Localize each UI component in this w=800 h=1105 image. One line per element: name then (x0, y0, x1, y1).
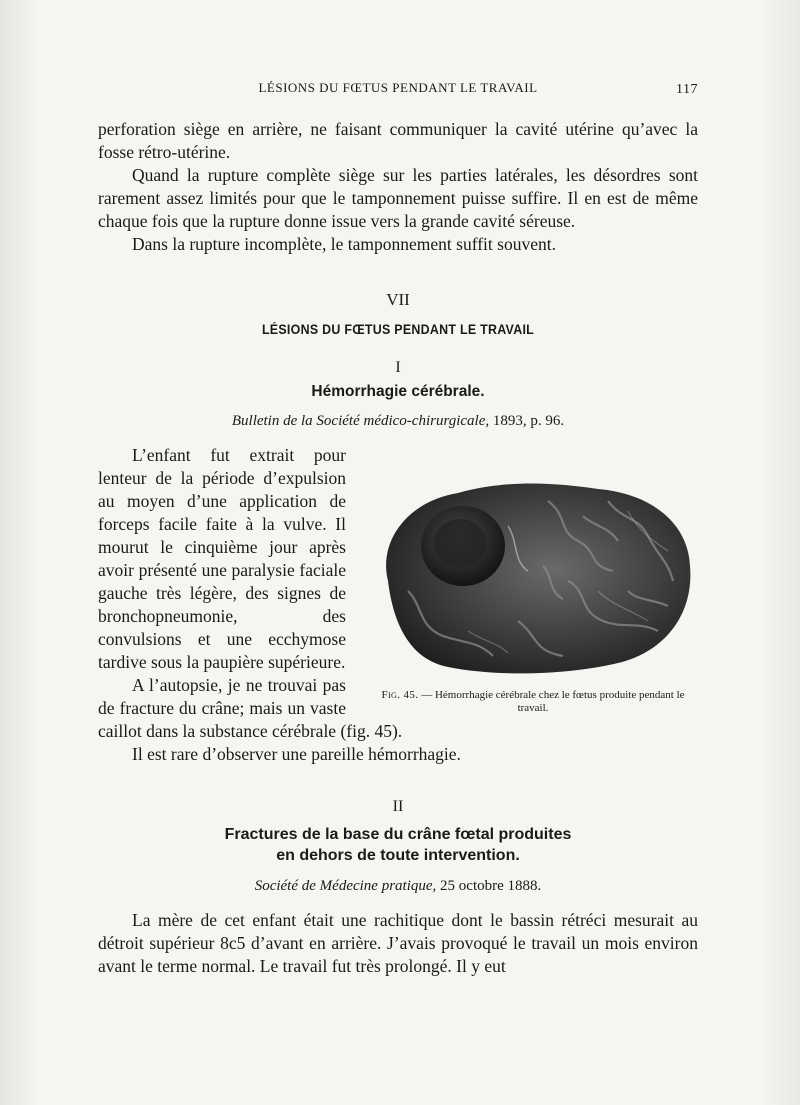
figure-caption (368, 689, 698, 715)
subsection-1-paragraph-1: L’enfant fut extrait pour lenteur de la période d’expulsion au moyen d’une application de forceps facile faite à la vulve. Il mourut le cinquième jour après avoir présenté une paralysie faciale gauche très légère, des signes de bronchopneumonie, des convulsions et une ecchymose tardive sous la paupière supérieure. (98, 445, 346, 672)
figure-45 (368, 471, 698, 715)
running-head-title: LÉSIONS DU FŒTUS PENDANT LE TRAVAIL (258, 80, 538, 95)
figure-caption-text: — Hémorrhagie cérébrale chez le fœtus produite pendant le travail. (418, 689, 685, 714)
subsection-1-paragraph-2: A l’autopsie, je ne trouvai pas de fracture du crâne; mais un vaste caillot dans la substance cérébrale (fig. 45). (98, 675, 403, 741)
subsection-2-citation (98, 878, 698, 895)
subsection-1-citation (98, 413, 698, 430)
subsection-2-title-line-2: en dehors de toute intervention. (276, 847, 520, 864)
subsection-1-body (98, 444, 698, 766)
running-head (98, 72, 698, 96)
intro-paragraph-3: Dans la rupture incomplète, le tamponnement suffit souvent. (132, 234, 556, 254)
subsection-2-paragraph-1: La mère de cet enfant était une rachitique dont le bassin rétréci mesurait au détroit supérieur 8c5 d’avant en arrière. J’avais provoqué le travail un mois environ avant le terme normal. Le travail fut très prolongé. Il y eut (98, 910, 698, 976)
page-number: 117 (676, 82, 698, 97)
brain-photograph (368, 471, 698, 681)
intro-paragraph-1: perforation siège en arrière, ne faisant communiquer la cavité utérine qu’avec la fosse rétro-utérine. (98, 119, 698, 162)
citation-date-2: 25 octobre 1888. (436, 878, 542, 894)
citation-source: Bulletin de la Société médico-chirurgicale, (231, 413, 490, 429)
intro-paragraph-2: Quand la rupture complète siège sur les parties latérales, les désordres sont rarement assez limités pour que le tamponnement puisse suffire. Il en est de même chaque fois que la rupture donne issue vers la grande cavité séreuse. (98, 165, 698, 231)
section-numeral: VII (386, 290, 410, 309)
citation-source-2: Société de Médecine pratique, (254, 878, 437, 894)
subsection-2-title-line-1: Fractures de la base du crâne fœtal produites (224, 826, 572, 843)
section-title: LÉSIONS DU FŒTUS PENDANT LE TRAVAIL (261, 322, 535, 337)
figure-label: Fig. 45. (381, 689, 419, 701)
citation-date: 1893, p. 96. (489, 413, 565, 429)
page-content (98, 72, 698, 978)
subsection-1-title: Hémorrhagie cérébrale. (311, 383, 485, 400)
subsection-1-numeral: I (395, 359, 401, 376)
subsection-2-numeral: II (392, 798, 404, 815)
subsection-1-paragraph-3: Il est rare d’observer une pareille hémorrhagie. (132, 744, 461, 764)
